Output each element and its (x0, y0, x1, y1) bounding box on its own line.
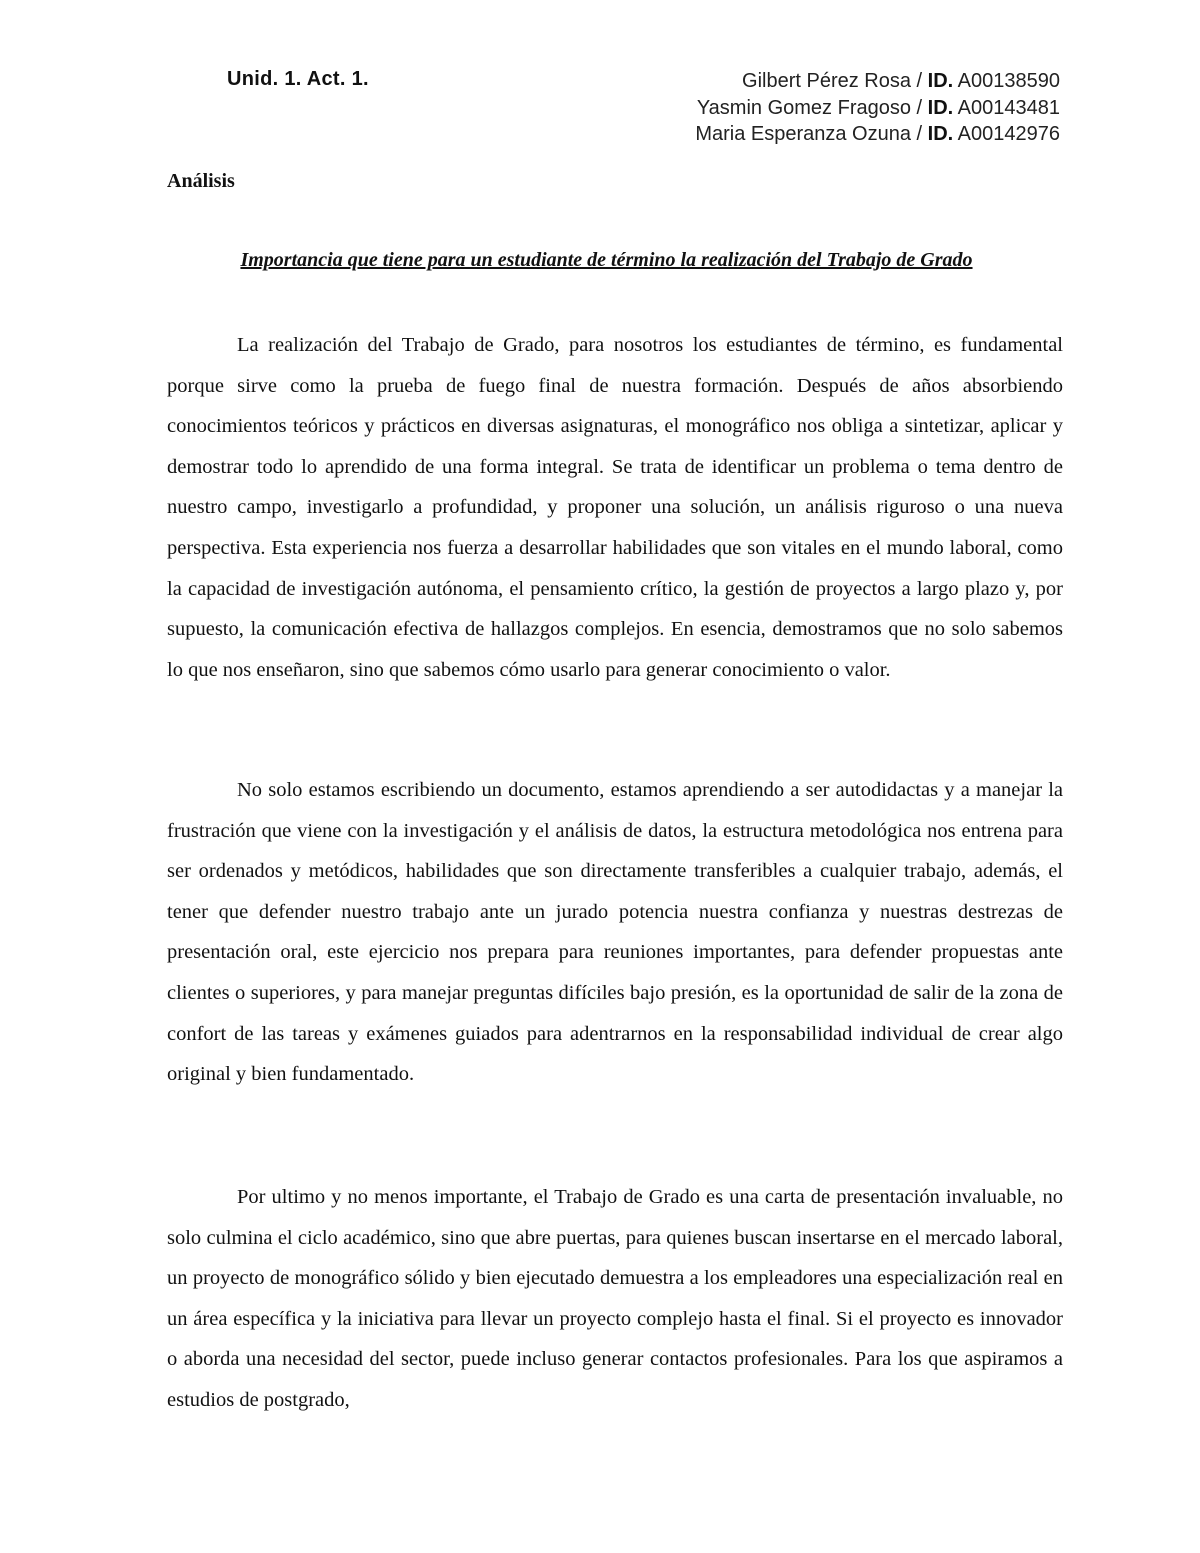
author-line (695, 68, 1060, 95)
author-list (695, 68, 1060, 148)
author-name: Yasmin Gomez Fragoso / (696, 96, 928, 119)
author-id: A00138590 (953, 70, 1060, 92)
document-title: Importancia que tiene para un estudiante de término la realización del Trabajo de Grado (240, 249, 973, 271)
author-id: A00142976 (953, 123, 1060, 145)
section-heading: Análisis (167, 170, 235, 192)
author-id-label: ID. (927, 96, 954, 119)
author-id-label: ID. (927, 70, 954, 92)
author-line (695, 121, 1060, 148)
author-id: A00143481 (953, 96, 1060, 119)
body-paragraph: Por ultimo y no menos importante, el Trabajo de Grado es una carta de presentación invaluable, no solo culmina el ciclo académico, sino que abre puertas, para quienes buscan insertarse en el mercado laboral, un proyecto de monográfico sólido y bien ejecutado demuestra a los empleadores una especialización real en un área específica y la iniciativa para llevar un proyecto complejo hasta el final. Si el proyecto es innovador o aborda una necesidad del sector, puede incluso generar contactos profesionales. Para los que aspiramos a estudios de postgrado, (167, 1186, 1063, 1411)
body-paragraph: La realización del Trabajo de Grado, para nosotros los estudiantes de término, es fundamental porque sirve como la prueba de fuego final de nuestra formación. Después de años absorbiendo conocimientos teóricos y prácticos en diversas asignaturas, el monográfico nos obliga a sintetizar, aplicar y demostrar todo lo aprendido de una forma integral. Se trata de identificar un problema o tema dentro de nuestro campo, investigarlo a profundidad, y proponer una solución, un análisis riguroso o una nueva perspectiva. Esta experiencia nos fuerza a desarrollar habilidades que son vitales en el mundo laboral, como la capacidad de investigación autónoma, el pensamiento crítico, la gestión de proyectos a largo plazo y, por supuesto, la comunicación efectiva de hallazgos complejos. En esencia, demostramos que no solo sabemos lo que nos enseñaron, sino que sabemos cómo usarlo para generar conocimiento o valor. (167, 334, 1063, 681)
author-name: Gilbert Pérez Rosa / (742, 70, 928, 92)
body-paragraph: No solo estamos escribiendo un documento, estamos aprendiendo a ser autodidactas y a manejar la frustración que viene con la investigación y el análisis de datos, la estructura metodológica nos entrena para ser ordenados y metódicos, habilidades que son directamente transferibles a cualquier trabajo, además, el tener que defender nuestro trabajo ante un jurado potencia nuestra confianza y nuestras destrezas de presentación oral, este ejercicio nos prepara para reuniones importantes, para defender propuestas ante clientes o superiores, y para manejar preguntas difíciles bajo presión, es la oportunidad de salir de la zona de confort de las tareas y exámenes guiados para adentrarnos en la responsabilidad individual de crear algo original y bien fundamentado. (167, 779, 1063, 1086)
author-id-label: ID. (927, 123, 954, 145)
author-name: Maria Esperanza Ozuna / (695, 123, 928, 145)
author-line (695, 95, 1060, 122)
unit-activity-label: Unid. 1. Act. 1. (227, 68, 369, 90)
